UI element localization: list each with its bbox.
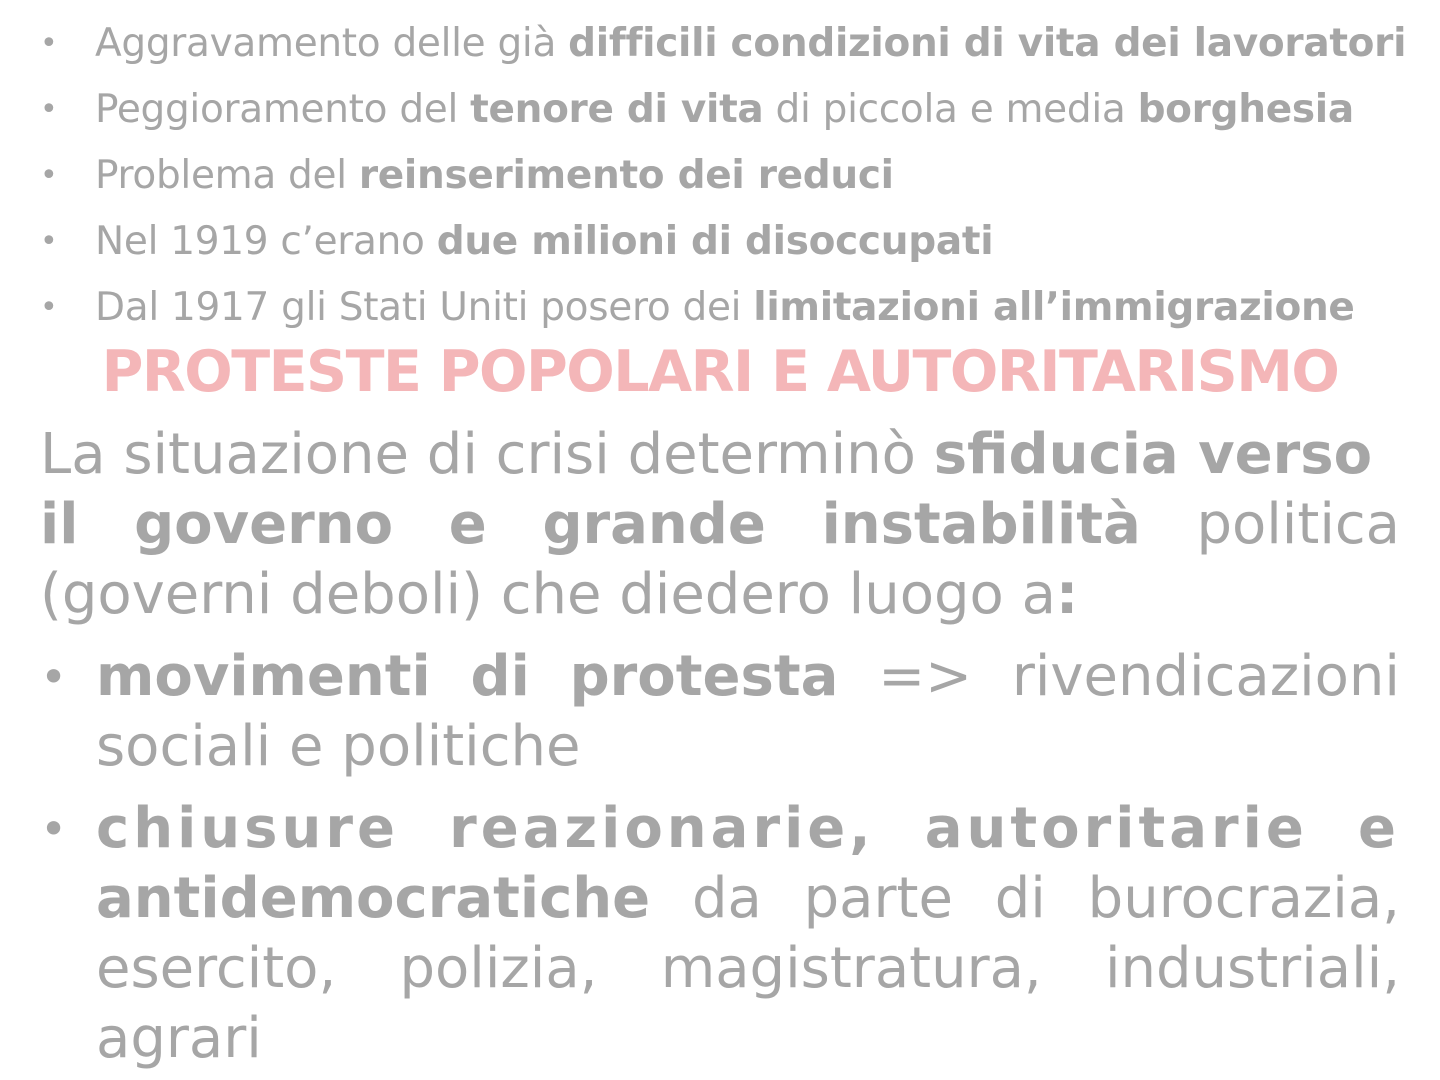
bullet-line: movimenti di protesta => rivendicazioni (96, 644, 1400, 709)
bullet-dot-icon: • (40, 92, 58, 127)
top-bullet-text: Peggioramento del tenore di vita di piccola e media borghesia (95, 87, 1354, 132)
bullet-dot-icon: • (40, 650, 68, 704)
paragraph-line: (governi deboli) che diedero luogo a: (40, 562, 1079, 627)
paragraph-line: La situazione di crisi determinò sfiducia verso (40, 422, 1373, 487)
top-bullet-text: Nel 1919 c’erano due milioni di disoccupati (95, 219, 994, 264)
top-bullet-text: Problema del reinserimento dei reduci (95, 153, 894, 198)
bullet-dot-icon: • (40, 158, 58, 193)
main-bullet-item (40, 642, 1400, 782)
paragraph-line: il governo e grande instabilità politica (40, 492, 1400, 557)
bullet-dot-icon: • (40, 290, 58, 325)
bullet-line: esercito, polizia, magistratura, industriali, (96, 936, 1400, 1001)
intro-paragraph (40, 420, 1400, 630)
main-bullet-item (40, 794, 1400, 1074)
bullet-dot-icon: • (40, 224, 58, 259)
main-bullet-list (40, 642, 1400, 1074)
top-bullet-item (40, 209, 1420, 275)
bullet-line: chiusure reazionarie, autoritarie e (96, 796, 1400, 861)
top-bullet-text: Dal 1917 gli Stati Uniti posero dei limitazioni all’immigrazione (95, 285, 1355, 330)
top-bullet-item (40, 11, 1420, 77)
top-bullet-text: Aggravamento delle già difficili condizioni di vita dei lavoratori (95, 21, 1407, 66)
top-bullet-item (40, 77, 1420, 143)
bullet-line: sociali e politiche (96, 714, 581, 779)
top-bullet-item (40, 143, 1420, 209)
bullet-dot-icon: • (40, 26, 58, 61)
section-heading: PROTESTE POPOLARI E AUTORITARISMO (101, 339, 1339, 405)
bullet-line: antidemocratiche da parte di burocrazia, (96, 866, 1400, 931)
bullet-dot-icon: • (40, 802, 68, 856)
bullet-line: agrari (96, 1006, 262, 1071)
